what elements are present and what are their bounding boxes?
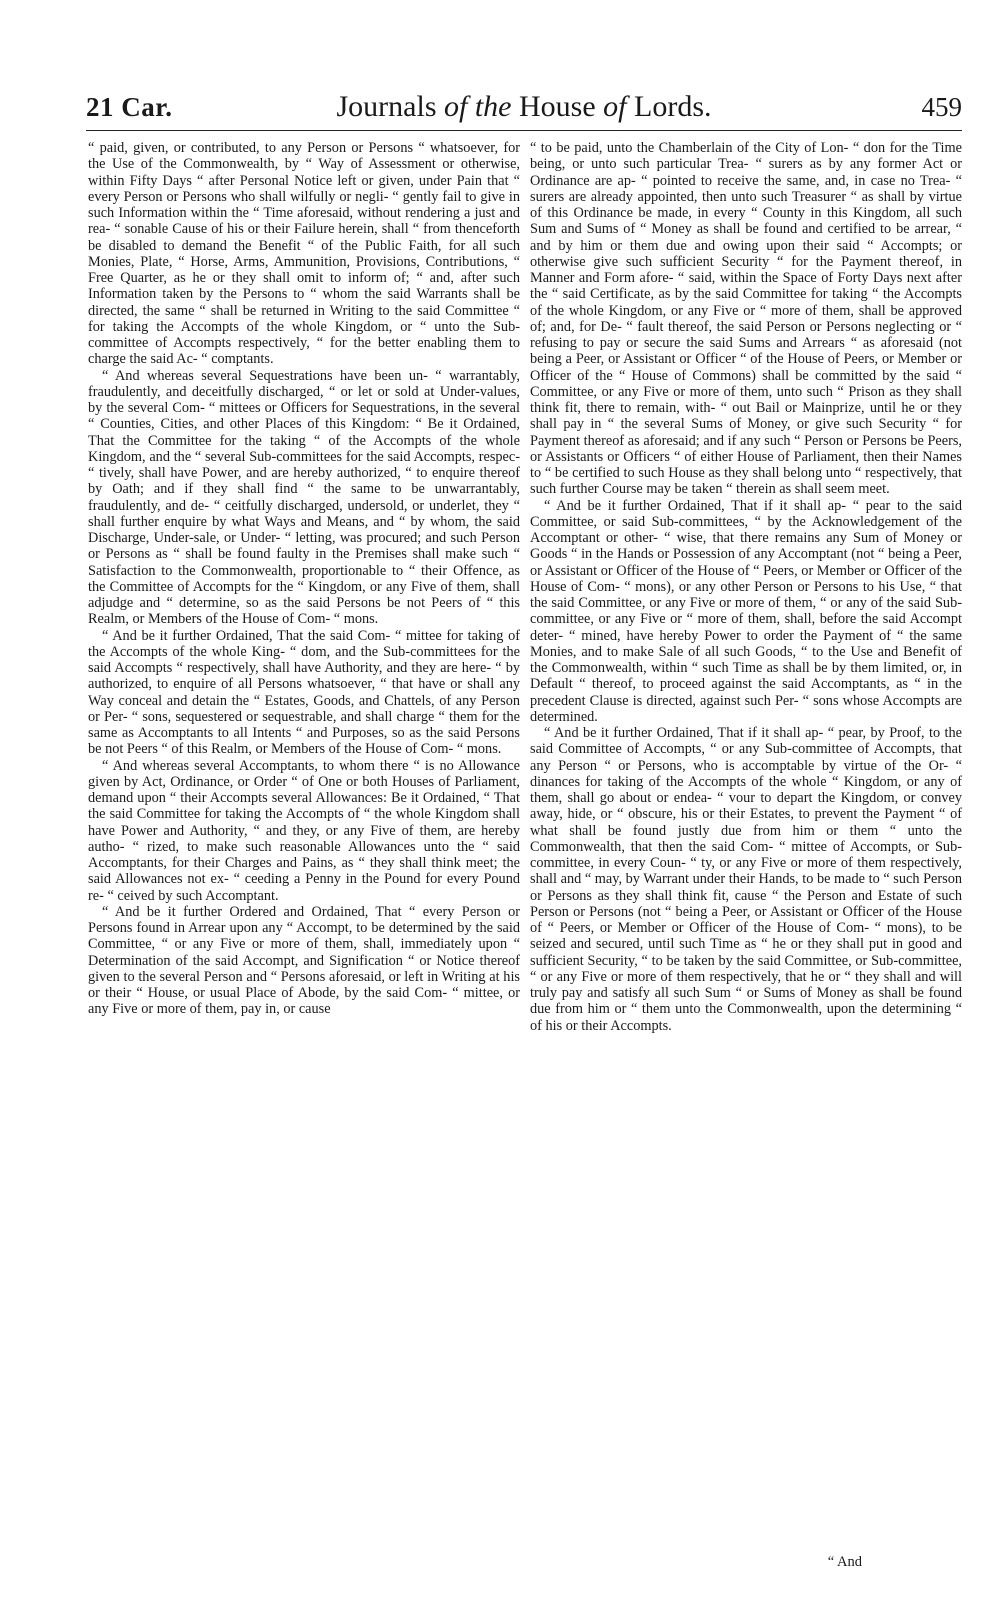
title-word-the: the	[474, 90, 512, 123]
running-header	[86, 86, 962, 131]
right-column	[530, 140, 962, 1034]
page-number: 459	[921, 92, 962, 122]
paragraph: “ And be it further Ordained, That if it shall ap- “ pear, by Proof, to the said Committee of Accompts, “ or any Sub-committee of Accompts, that any Person “ or Persons, who is accomptable by virtue of the Or- “ dinances for taking of the Accompts of the whole “ Kingdom, or any of them, shall go about or endea- “ vour to depart the Kingdom, or convey away, hide, or “ obscure, his or their Estates, to prevent the Payment “ of what shall be found justly due from him or them “ unto the Commonwealth, that then the said Com- “ mittee of Accompts, or Sub-committee, in every Coun- “ ty, or any Five or more of them respectively, shall and “ may, by Warrant under their Hands, to be made to “ such Person or Persons as they shall think fit, cause “ the Person and Estate of such Person or Persons (not “ being a Peer, or Assistant or Officer of the House of “ Peers, or Member or Officer of the House of Com- “ mons), to be seized and secured, until such Time as “ he or they shall put in good and sufficient Security, “ to be taken by the said Committee, or Sub-committee, “ or any Five or more of them respectively, that he or “ they shall and will truly pay and satisfy all such Sum “ or Sums of Money as shall be found due from him or “ them unto the Commonwealth, upon the determining “ of his or their Accompts.	[530, 725, 962, 1034]
catchword: “ And	[827, 1554, 862, 1570]
paragraph: “ And be it further Ordered and Ordained, That “ every Person or Persons found in Arrear upon any “ Accompt, to be determined by the said Committee, “ or any Five or more of them, shall, immediately upon “ Determination of the said Accompt, and Signification “ or Notice thereof given to the several Person and “ Persons aforesaid, or left in Writing at his or their “ House, or usual Place of Abode, by the said Com- “ mittee, or any Five or more of them, pay in, or cause	[88, 903, 520, 1018]
title-word-of: of	[444, 90, 468, 123]
paragraph: “ And whereas several Sequestrations have been un- “ warrantably, fraudulently, and deceitfully discharged, “ or let or sold at Under-values, by the several Com- “ mittees or Officers for Sequestrations, in the several “ Counties, Cities, and other Places of this Kingdom: “ Be it Ordained, That the Committee for the taking “ of the Accompts of the whole Kingdom, and the “ several Sub-committees for the said Accompts, respec- “ tively, shall have Power, and are hereby authorized, “ to enquire thereof by Oath; and if they shall find “ the same to be unwarrantably, fraudulently, and de- “ ceitfully discharged, undersold, or underlet, they “ shall further enquire by what Ways and Means, and “ by whom, the said Discharge, Under-sale, or Under- “ letting, was procured; and such Person or Persons as “ shall be found faulty in the Premises shall make such “ Satisfaction to the Commonwealth, proportionable to “ their Offence, as the Committee of Accompts for the “ Kingdom, or any Five of them, shall adjudge and “ determine, so as the said Persons be not Peers of “ this Realm, or Members of the House of Com- “ mons.	[88, 367, 520, 628]
paragraph: “ paid, given, or contributed, to any Person or Persons “ whatsoever, for the Use of the Commonwealth, by “ Way of Assessment or otherwise, within Fifty Days “ after Personal Notice left or given, under Pain that “ every Person or Persons who shall wilfully or negli- “ gently fail to give in such Information within the “ Time aforesaid, without rendering a just and rea- “ sonable Cause of his or their Failure herein, shall “ from thenceforth be disabled to demand the Benefit “ of the Public Faith, for all such Monies, Plate, “ Horse, Arms, Ammunition, Provisions, Contributions, “ Free Quarter, as he or they shall omit to inform of; “ and, after such Information taken by the Persons to “ whom the said Warrants shall be directed, the same “ shall be returned in Writing to the said Committee “ for taking the Accompts of the whole Kingdom, or “ unto the Sub-committee of Accompts respectively, “ for the better enabling them to charge the said Ac- “ comptants.	[88, 140, 520, 368]
title-word-of-2: of	[603, 90, 627, 123]
paragraph: “ And be it further Ordained, That if it shall ap- “ pear to the said Committee, or said Sub-committees, “ by the Acknowledgement of the Accomptant or other- “ wise, that there remains any Sum of Money or Goods “ in the Hands or Possession of any Accomptant (not “ being a Peer, or Assistant or Officer of the House of “ Peers, or Member or Officer of the House of Com- “ mons), or any other Person or Persons to his Use, “ that the said Committee, or any Five or more of them, “ or any of the said Sub-committee, or any Five or “ more of them, shall, before the said Accompt deter- “ mined, have hereby Power to order the Payment of “ the same Monies, and to make Sale of all such Goods, “ to the Use and Benefit of the Commonwealth, within “ such Time as shall be by them limited, or, in Default “ thereof, to proceed against the said Accomptants, as “ in the precedent Clause is directed, against such Per- “ sons whose Accompts are determined.	[530, 497, 962, 725]
title-word-journals: Journals	[336, 90, 437, 123]
title-word-house: House	[519, 90, 596, 123]
page-title	[86, 90, 962, 124]
paragraph: “ And be it further Ordained, That the said Com- “ mittee for taking of the Accompts of the whole King- “ dom, and the Sub-committees for the said Accompts “ respectively, shall have Authority, and they are here- “ by authorized, to enquire of all Persons whatsoever, “ that have or shall any Way conceal and detain the “ Estates, Goods, and Chattels, of any Person or Per- “ sons, sequestered or sequestrable, and shall charge “ them for the same as Accomptants to all Intents “ and Purposes, so as the said Persons be not Peers “ of this Realm, or Members of the House of Com- “ mons.	[88, 627, 520, 758]
paragraph: “ to be paid, unto the Chamberlain of the City of Lon- “ don for the Time being, or unto such particular Trea- “ surers as by any former Act or Ordinance are ap- “ pointed to receive the same, and, in case no Trea- “ surers are already appointed, then unto such Treasurer “ as shall by virtue of this Ordinance be made, in every “ County in this Kingdom, all such Sum and Sums of “ Money as shall be found and certified to be arrear, “ and by him or them due and owing upon their said “ Accompts; or otherwise give such sufficient Security “ for the Payment thereof, in Manner and Form afore- “ said, within the Space of Forty Days next after the “ said Certificate, as by the said Committee for taking “ the Accompts of the whole Kingdom, or any Five or “ more of them, shall be approved of; and, for De- “ fault thereof, the said Person or Persons neglecting or “ refusing to pay or secure the said Sums and Arrears “ as aforesaid (not being a Peer, or Assistant or Officer “ of the House of Peers, or Member or Officer of the “ House of Commons) shall be committed by the said “ Committee, or any Five or more of them, unto such “ Prison as they shall think fit, there to remain, with- “ out Bail or Mainprize, until he or they shall pay in “ the several Sums of Money, or give such Security “ for Payment thereof as aforesaid; and if any such “ Person or Persons be Peers, or Assistants or Officers “ of either House of Parliament, then their Names to “ be certified to such House as they shall belong unto “ respectively, that such further Course may be taken “ therein as shall seem meet.	[530, 140, 962, 498]
paragraph: “ And whereas several Accomptants, to whom there “ is no Allowance given by Act, Ordinance, or Order “ of One or both Houses of Parliament, demand upon “ their Accompts several Allowances: Be it Ordained, “ That the said Committee for taking the Accompts of “ the whole Kingdom shall have Power and Authority, “ and they, or any Five of them, are hereby autho- “ rized, to make such reasonable Allowances unto the “ said Accomptants, for their Charges and Pains, as “ they shall think meet; the said Allowances not ex- “ ceeding a Penny in the Pound for every Pound re- “ ceived by such Accomptant.	[88, 757, 520, 904]
title-word-lords: Lords.	[634, 90, 712, 123]
regnal-year: 21 Car.	[86, 92, 173, 122]
left-column	[88, 140, 520, 1018]
